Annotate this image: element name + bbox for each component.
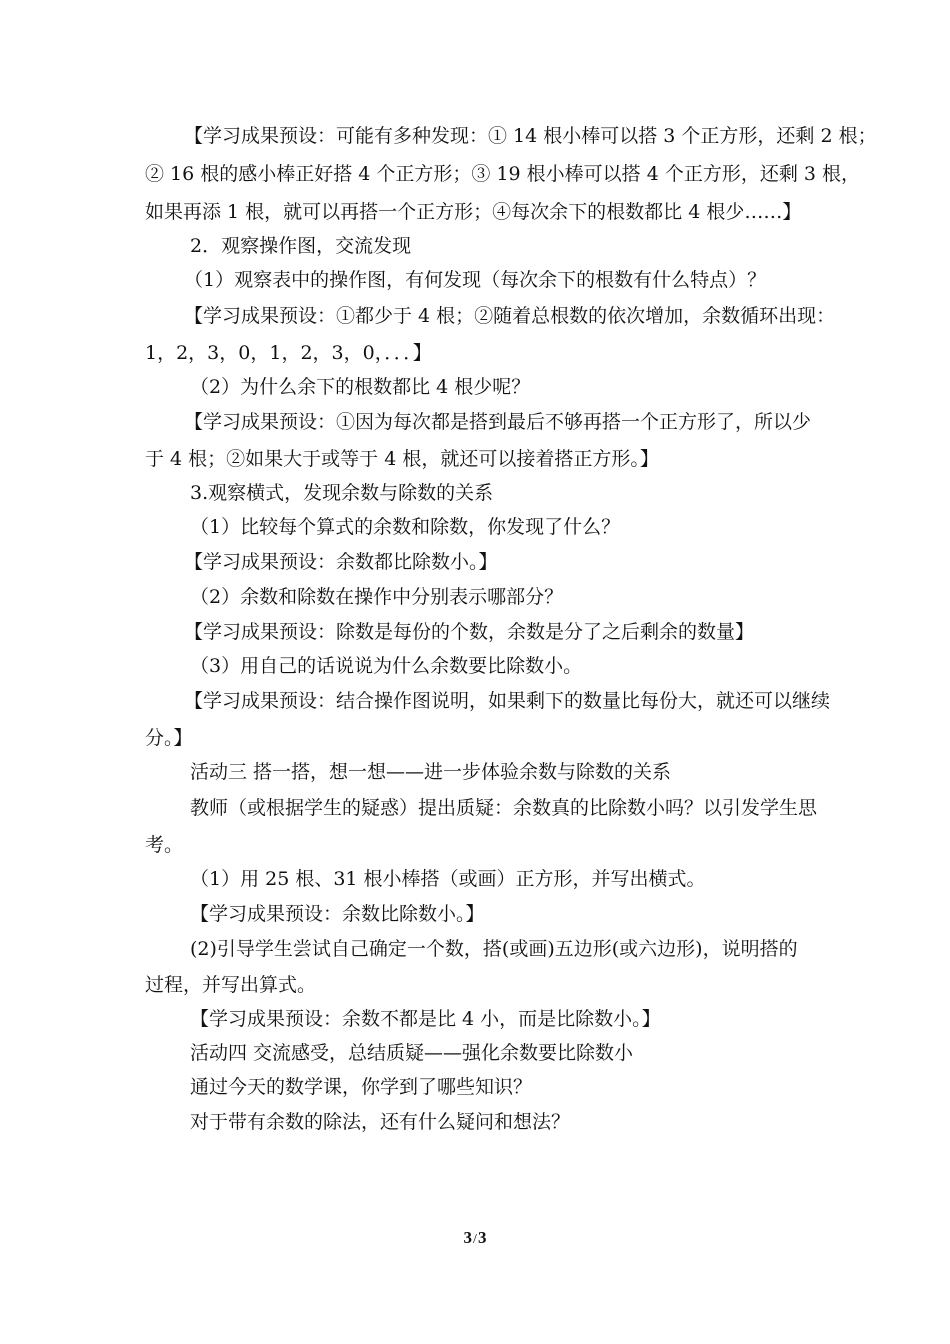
text-line: 【学习成果预设：结合操作图说明，如果剩下的数量比每份大，就还可以继续	[184, 690, 831, 712]
text-line: (2)引导学生尝试自己确定一个数，搭(或画)五边形(或六边形)，说明搭的	[190, 938, 798, 960]
text-line: （2）余数和除数在操作中分别表示哪部分？	[190, 586, 564, 608]
text-line: 1，2，3，0，1，2，3，0，．．．】	[145, 342, 432, 364]
text-line: 分。】	[145, 727, 193, 749]
text-line: （1）比较每个算式的余数和除数，你发现了什么？	[190, 516, 621, 538]
section-heading: 3.观察横式，发现余数与除数的关系	[190, 482, 494, 504]
text-line: 如果再添 1 根，就可以再搭一个正方形；④每次余下的根数都比 4 根少……】	[145, 201, 802, 223]
page-number	[0, 1228, 950, 1248]
text-line: 【学习成果预设：可能有多种发现：① 14 根小棒可以搭 3 个正方形，还剩 2 根；	[184, 125, 877, 147]
text-line: （3）用自己的话说说为什么余数要比除数小。	[190, 655, 583, 677]
text-line: 【学习成果预设：余数都比除数小。】	[184, 551, 498, 573]
page-current: 3	[463, 1228, 473, 1247]
text-line: 【学习成果预设：①都少于 4 根；②随着总根数的依次增加，余数循环出现：	[184, 305, 836, 327]
text-line: 考。	[145, 834, 184, 856]
text-line: （1）观察表中的操作图，有何发现（每次余下的根数有什么特点）？	[184, 269, 767, 291]
text-line: ② 16 根的感小棒正好搭 4 个正方形；③ 19 根小棒可以搭 4 个正方形，还剩 3 根，	[145, 163, 861, 185]
text-line: 【学习成果预设：①因为每次都是搭到最后不够再搭一个正方形了，所以少	[184, 411, 812, 433]
page-separator: /	[473, 1232, 477, 1247]
text-line: 【学习成果预设：余数比除数小。】	[190, 903, 485, 925]
activity-heading: 活动四 交流感受，总结质疑——强化余数要比除数小	[190, 1042, 634, 1064]
activity-heading: 活动三 搭一搭，想一想——进一步体验余数与除数的关系	[190, 761, 672, 783]
text-line: 通过今天的数学课，你学到了哪些知识？	[190, 1076, 533, 1098]
text-line: 【学习成果预设：余数不都是比 4 小，而是比除数小。】	[190, 1008, 661, 1030]
text-line: 【学习成果预设：除数是每份的个数，余数是分了之后剩余的数量】	[184, 621, 755, 643]
section-heading: 2．观察操作图，交流发现	[190, 235, 412, 257]
text-line: 对于带有余数的除法，还有什么疑问和想法？	[190, 1111, 571, 1133]
text-line: 教师（或根据学生的疑惑）提出质疑：余数真的比除数小吗？以引发学生思	[190, 797, 818, 819]
text-line: 过程，并写出算式。	[145, 974, 317, 996]
text-line: （1）用 25 根、31 根小棒搭（或画）正方形，并写出横式。	[190, 868, 706, 890]
page-total: 3	[477, 1228, 487, 1247]
text-line: 于 4 根；②如果大于或等于 4 根，就还可以接着搭正方形。】	[145, 448, 659, 470]
text-line: （2）为什么余下的根数都比 4 根少呢？	[190, 376, 531, 398]
